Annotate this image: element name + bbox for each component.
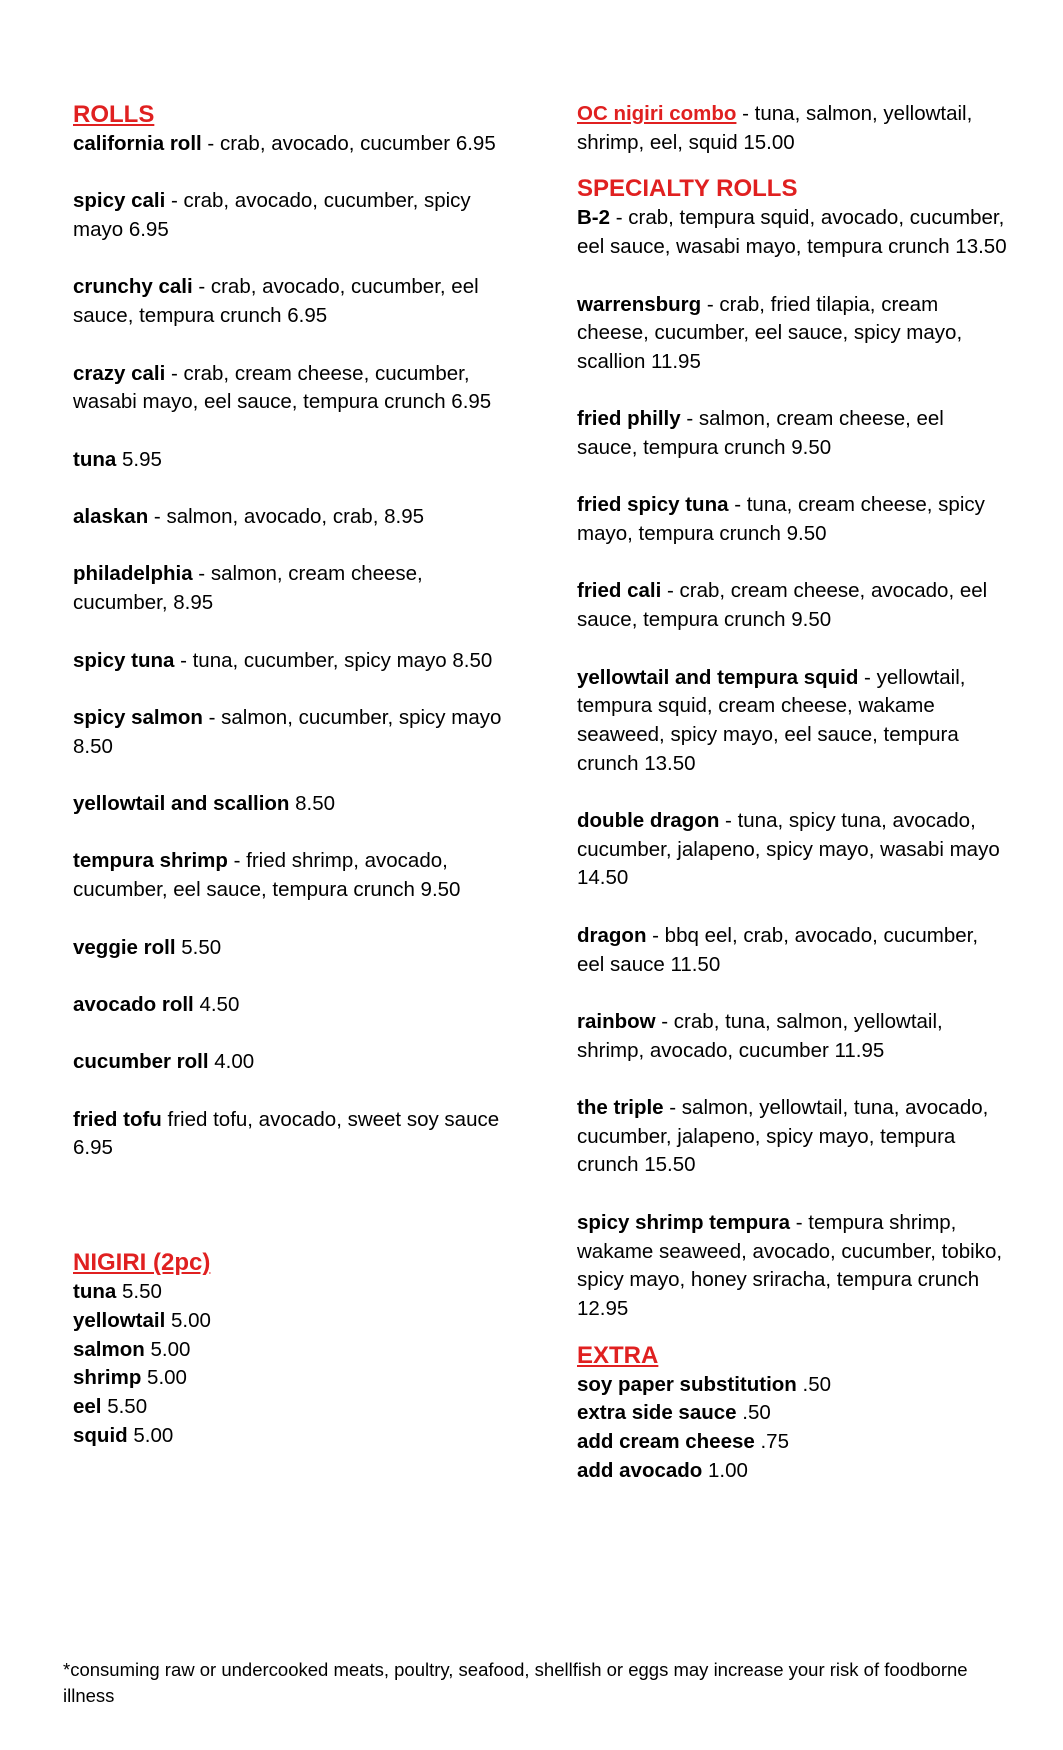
specialty-list: [577, 204, 1007, 1323]
item-desc: 5.00: [141, 1366, 187, 1390]
item-name: crazy cali: [73, 361, 166, 385]
item-name: avocado roll: [73, 992, 194, 1016]
item-name: fried cali: [577, 579, 662, 603]
menu-item: [73, 704, 503, 761]
menu-item: [577, 491, 1007, 548]
item-name: add avocado: [577, 1458, 703, 1482]
item-name: philadelphia: [73, 562, 193, 586]
menu-item: [73, 790, 503, 819]
item-desc: 4.00: [208, 1050, 255, 1074]
menu-item: [577, 1008, 1007, 1065]
item-desc: - fried shrimp, avocado, cucumber, eel sauce, tempura crunch 9.50: [73, 849, 461, 902]
left-column: [73, 100, 503, 1450]
menu-item: [577, 922, 1007, 979]
foodborne-illness-notice: *consuming raw or undercooked meats, poultry, seafood, shellfish or eggs may increase your risk of foodborne illness: [63, 1658, 968, 1706]
item-desc: 5.95: [116, 447, 162, 471]
item-name: yellowtail and scallion: [73, 792, 290, 816]
menu-item: [577, 1457, 1007, 1486]
extra-heading: EXTRA: [577, 1341, 659, 1369]
item-name: double dragon: [577, 809, 720, 833]
item-name: fried philly: [577, 407, 681, 431]
rolls-heading: ROLLS: [73, 101, 155, 128]
right-column: [577, 100, 1007, 1485]
item-name: warrensburg: [577, 292, 702, 316]
item-desc: 5.00: [165, 1308, 211, 1332]
item-name: spicy tuna: [73, 648, 175, 672]
item-name: tuna: [73, 1280, 117, 1304]
item-desc: 8.50: [289, 792, 336, 816]
item-desc: 5.00: [144, 1337, 191, 1361]
item-name: yellowtail and tempura squid: [577, 665, 859, 689]
menu-item: [73, 273, 503, 330]
item-desc: - crab, cream cheese, avocado, eel sauce, tempura crunch 9.50: [577, 579, 988, 632]
oc-combo-name: OC nigiri combo: [577, 102, 737, 125]
item-name: california roll: [73, 132, 202, 155]
menu-item: [73, 934, 503, 963]
item-name: spicy salmon: [73, 705, 203, 729]
nigiri-heading: NIGIRI (2pc): [73, 1249, 211, 1277]
item-desc: - crab, tempura squid, avocado, cucumber, eel sauce, wasabi mayo, tempura crunch 13.50: [577, 206, 1007, 259]
rolls-list: [73, 130, 503, 1163]
menu-item: [73, 991, 503, 1020]
item-name: shrimp: [73, 1366, 142, 1390]
item-desc: - tuna, cucumber, spicy mayo 8.50: [174, 648, 493, 672]
item-name: fried tofu: [73, 1107, 162, 1131]
menu-item: [577, 1399, 1007, 1428]
menu-item: [577, 577, 1007, 634]
item-name: spicy cali: [73, 189, 166, 213]
menu-item: [577, 1094, 1007, 1180]
menu-item: [73, 503, 503, 532]
menu-item: [577, 664, 1007, 779]
menu-item: [73, 1278, 503, 1307]
menu-item: [73, 1307, 503, 1336]
menu-item: [577, 204, 1007, 261]
item-desc: - crab, avocado, cucumber, eel sauce, tempura crunch 6.95: [73, 275, 479, 328]
menu-item: [577, 1371, 1007, 1400]
specialty-rolls-heading: SPECIALTY ROLLS: [577, 175, 798, 203]
item-desc: - salmon, yellowtail, tuna, avocado, cucumber, jalapeno, spicy mayo, tempura crunch 15.50: [577, 1096, 989, 1177]
menu-item: [73, 130, 503, 159]
item-desc: .75: [754, 1430, 789, 1454]
item-desc: 5.50: [116, 1280, 162, 1304]
item-name: eel: [73, 1394, 102, 1418]
item-desc: fried tofu, avocado, sweet soy sauce 6.95: [73, 1107, 500, 1160]
spacer: [73, 1163, 503, 1248]
item-name: dragon: [577, 923, 647, 947]
item-name: tempura shrimp: [73, 849, 228, 873]
menu-item: [73, 847, 503, 904]
item-desc: - salmon, avocado, crab, 8.95: [148, 505, 424, 529]
oc-nigiri-combo: [577, 100, 1007, 157]
item-desc: - crab, avocado, cucumber, spicy mayo 6.95: [73, 189, 471, 242]
item-desc: - salmon, cream cheese, cucumber, 8.95: [73, 562, 423, 615]
spacer: [577, 157, 1007, 174]
item-desc: - bbq eel, crab, avocado, cucumber, eel sauce 11.50: [577, 923, 979, 976]
item-name: fried spicy tuna: [577, 493, 729, 517]
item-desc: - yellowtail, tempura squid, cream cheese, wakame seaweed, spicy mayo, eel sauce, tempura crunch 13.50: [577, 665, 966, 775]
item-desc: - tuna, spicy tuna, avocado, cucumber, jalapeno, spicy mayo, wasabi mayo 14.50: [577, 809, 1000, 890]
menu-item: [73, 1336, 503, 1365]
item-desc: 4.50: [193, 992, 240, 1016]
item-name: extra side sauce: [577, 1401, 737, 1425]
item-name: salmon: [73, 1337, 145, 1361]
item-desc: - salmon, cucumber, spicy mayo 8.50: [73, 705, 502, 758]
item-desc: 5.50: [101, 1394, 148, 1418]
item-desc: .50: [796, 1372, 832, 1396]
item-desc: 5.50: [175, 935, 222, 959]
item-name: the triple: [577, 1096, 664, 1120]
item-desc: 1.00: [702, 1458, 748, 1482]
item-name: cucumber roll: [73, 1050, 209, 1074]
menu-item: [73, 647, 503, 676]
item-name: tuna: [73, 447, 117, 471]
item-desc: - crab, cream cheese, cucumber, wasabi mayo, eel sauce, tempura crunch 6.95: [73, 361, 492, 414]
item-desc: - tuna, salmon, yellowtail, shrimp, eel, squid 15.00: [577, 102, 973, 154]
item-desc: - crab, tuna, salmon, yellowtail, shrimp, avocado, cucumber 11.95: [577, 1009, 943, 1062]
menu-item: [73, 1364, 503, 1393]
item-desc: - crab, avocado, cucumber 6.95: [201, 132, 496, 155]
item-name: spicy shrimp tempura: [577, 1210, 791, 1234]
item-name: B-2: [577, 206, 611, 230]
item-desc: - tempura shrimp, wakame seaweed, avocado, cucumber, tobiko, spicy mayo, honey sriracha, tempura crunch 12.95: [577, 1210, 1003, 1320]
menu-item: [73, 560, 503, 617]
menu-item: [73, 446, 503, 475]
menu-item: [577, 1209, 1007, 1324]
menu-item: [73, 1422, 503, 1451]
spacer: [577, 1324, 1007, 1341]
item-name: squid: [73, 1423, 128, 1447]
menu-item: [73, 1393, 503, 1422]
item-name: soy paper substitution: [577, 1372, 797, 1396]
item-name: yellowtail: [73, 1308, 166, 1332]
menu-item: [577, 807, 1007, 893]
item-desc: .50: [736, 1401, 771, 1425]
nigiri-list: [73, 1278, 503, 1450]
item-name: crunchy cali: [73, 275, 193, 299]
item-desc: - salmon, cream cheese, eel sauce, tempura crunch 9.50: [577, 407, 944, 459]
menu-item: [73, 360, 503, 417]
menu-item: [577, 1428, 1007, 1457]
item-name: rainbow: [577, 1009, 656, 1033]
menu-item: [73, 1048, 503, 1077]
menu-item: [577, 291, 1007, 377]
item-name: alaskan: [73, 505, 149, 529]
menu-item: [577, 405, 1007, 462]
extra-list: [577, 1371, 1007, 1486]
item-name: veggie roll: [73, 935, 176, 959]
item-desc: - crab, fried tilapia, cream cheese, cucumber, eel sauce, spicy mayo, scallion 11.95: [577, 292, 963, 373]
menu-item: [73, 1106, 503, 1163]
item-desc: - tuna, cream cheese, spicy mayo, tempura crunch 9.50: [577, 493, 985, 546]
item-desc: 5.00: [127, 1423, 174, 1447]
menu-item: [73, 187, 503, 244]
item-name: add cream cheese: [577, 1430, 755, 1454]
